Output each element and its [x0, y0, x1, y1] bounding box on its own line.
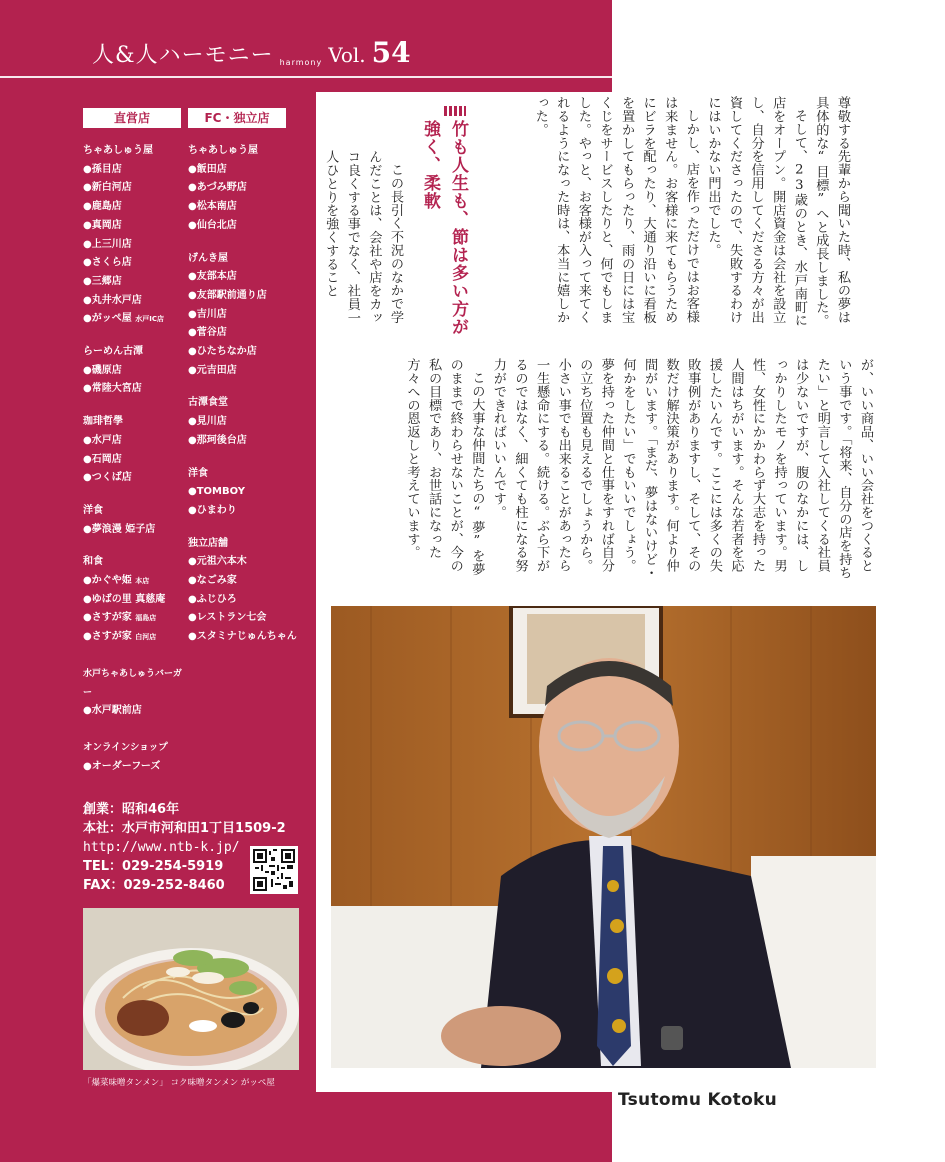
store-group-title: 珈琲哲學	[83, 416, 123, 428]
store-item: ●友部駅前通り店	[188, 289, 267, 301]
tanmen-photo	[83, 908, 299, 1070]
article-paragraph: この長引く不況のなかで学んだことは、会社や店をカッコ良くする事でなく、社員一人ひとりを強くすること	[323, 150, 403, 325]
store-item: ●孫目店	[83, 163, 122, 175]
store-item: ●さくら店	[83, 257, 132, 269]
store-group-title: オンラインショップ	[83, 741, 168, 753]
volume-number: 54	[371, 36, 411, 69]
store-note: 本店	[135, 577, 150, 586]
masthead-logo: 人&人ハーモニー	[92, 43, 274, 68]
store-group-title: 古潭食堂	[188, 397, 228, 409]
article-headline	[410, 106, 472, 336]
store-item: ●がッぺ屋 水戸IC店	[83, 313, 164, 325]
store-item: ●真岡店	[83, 219, 122, 231]
store-group	[83, 502, 183, 539]
store-item: ●常陸大宮店	[83, 383, 142, 395]
store-item: ●磯原店	[83, 364, 122, 376]
store-note: 白河店	[135, 633, 157, 642]
store-item: ●オーダーフーズ	[83, 760, 161, 772]
store-note: 福島店	[135, 614, 157, 623]
store-item: ●ふじひろ	[188, 593, 237, 605]
portrait-name: Tsutomu Kotoku	[618, 1090, 778, 1110]
article-paragraph: しかし、店を作っただけではお客様は来ません。お客様に来てもらうためにビラを配ったり、大通り沿いに看板を置かしてもらったり、雨の日には宝くじをサービスしたりと、何でもしました。やっと、お客様が入って来てくれるようになった時は、本当に嬉しかった。	[532, 96, 699, 324]
store-item: ●夢浪漫 姫子店	[83, 523, 156, 535]
store-group-title: 水戸ちゃあしゅうバーガー	[83, 668, 182, 698]
store-group	[83, 343, 183, 399]
volume-label: Vol.	[328, 43, 366, 67]
store-item: ●さすが家 福島店	[83, 612, 157, 624]
store-item: ●ひたちなか店	[188, 346, 257, 358]
food-caption: 「爆菜味噌タンメン」 コク味噌タンメン がッぺ屋	[83, 1078, 275, 1088]
store-group-title: らーめん古潭	[83, 346, 143, 358]
store-group	[83, 142, 183, 329]
store-group	[188, 394, 298, 450]
store-item: ●仙台北店	[188, 219, 237, 231]
store-group	[188, 142, 298, 236]
noodle-bowl-illustration	[83, 908, 299, 1070]
address-text: 本社：水戸市河和田1丁目1509-2	[83, 821, 286, 836]
qr-code-graphic	[253, 849, 295, 891]
store-item: ●菅谷店	[188, 327, 227, 339]
store-item: ●レストラン七会	[188, 612, 267, 624]
header-rule	[0, 76, 612, 78]
fc-store-header: FC・独立店	[188, 108, 286, 128]
store-item: ●飯田店	[188, 163, 227, 175]
store-item: ●三郷店	[83, 275, 122, 287]
store-item: ●友部本店	[188, 271, 237, 283]
article-middle	[320, 358, 876, 580]
direct-store-list	[83, 108, 183, 776]
store-item: ●上三川店	[83, 238, 132, 250]
website-link[interactable]: http://www.ntb-k.jp/	[83, 840, 240, 855]
store-group	[83, 413, 183, 488]
store-note: 水戸IC店	[135, 315, 164, 324]
article-paragraph: そして、23歳のとき、水戸南町に店をオープン。開店資金は会社を設立し、自分を信用してくださる方々が出資してくださったので、失敗するわけにはいかない門出でした。	[705, 96, 807, 328]
masthead-logo-sub: harmony	[279, 58, 323, 67]
store-group	[83, 739, 183, 776]
headline-text: 竹も人生も、節は多い方が強く、柔軟	[420, 120, 468, 336]
store-item: ●鹿島店	[83, 201, 122, 213]
direct-store-header: 直営店	[83, 108, 181, 128]
portrait-illustration	[331, 606, 876, 1068]
masthead	[92, 36, 411, 69]
portrait-photo	[331, 606, 876, 1068]
store-group-title: 洋食	[188, 467, 208, 479]
store-item: ●新白河店	[83, 182, 132, 194]
store-item: ●元祖六本木	[188, 556, 247, 568]
article-paragraph: この大事な仲間たちの“夢”を夢のままで終わらせないことが、今の私の目標であり、お世話になった方々への恩返しと考えています。	[404, 358, 485, 576]
article-paragraph: が、いい商品、いい会社をつくるという事です。「将来、自分の店を持ちたい」と明言して入社してくる社員は少ないですが、腹のなかには、しっかりしたモノを持っています。男性、女性にかかわらず大志を持った人間はちがいます。そんな若者を応援したいんです。ここには多くの失敗事例がありますし、そして、その数だけ解決策があります。何より仲間がいます。「まだ、夢はないけど・何かをしたい」でもいいでしょう。夢を持った仲間と仕事をすれば自分の立ち位置も見えるでしょうから。小さい事でも出来ることがあったら一生懸命にする。続ける。ぶら下がるのではなく、細くても柱になる努力ができればいいんです。	[490, 358, 873, 580]
store-group-title: 和食	[83, 556, 103, 568]
store-group-title: 独立店舗	[188, 537, 228, 549]
store-group	[188, 535, 298, 647]
store-item: ●水戸店	[83, 434, 122, 446]
store-group-title: げんき屋	[188, 252, 228, 264]
store-group	[83, 665, 183, 721]
fax-text: FAX：029-252-8460	[83, 878, 225, 893]
store-item: ●なごみ家	[188, 575, 237, 587]
founded-text: 創業：昭和46年	[83, 802, 180, 817]
store-group-title: 洋食	[83, 504, 103, 516]
store-item: ●水戸駅前店	[83, 705, 142, 717]
store-item: ●元吉田店	[188, 364, 237, 376]
store-item: ●那珂後台店	[188, 434, 247, 446]
store-item: ●かぐや姫 本店	[83, 575, 150, 587]
store-item: ●丸井水戸店	[83, 294, 142, 306]
article-top-left	[320, 150, 406, 330]
store-group	[83, 553, 183, 647]
article-top-right	[478, 96, 853, 336]
store-item: ●つくば店	[83, 472, 132, 484]
store-item: ●吉川店	[188, 308, 227, 320]
store-item: ●さすが家 白河店	[83, 631, 157, 643]
article-paragraph: 尊敬する先輩から聞いた時、私の夢は具体的な“目標”へと成長しました。	[813, 96, 850, 328]
headline-ornament	[444, 106, 466, 116]
store-item: ●スタミナじゅんちゃん	[188, 631, 297, 643]
store-item: ●あづみ野店	[188, 182, 247, 194]
store-item: ●ゆばの里 真慈庵	[83, 593, 166, 605]
store-group	[188, 250, 298, 381]
store-group-title: ちゃあしゅう屋	[188, 145, 258, 156]
store-item: ●石岡店	[83, 453, 122, 465]
store-item: ●ひまわり	[188, 504, 237, 516]
store-item: ●松本南店	[188, 201, 237, 213]
store-group	[188, 465, 298, 521]
store-group-title: ちゃあしゅう屋	[83, 145, 153, 156]
qr-code-icon[interactable]	[250, 846, 298, 894]
store-item: ●TOMBOY	[188, 486, 246, 498]
store-item: ●見川店	[188, 416, 227, 428]
fc-store-list	[188, 108, 298, 647]
tel-text: TEL：029-254-5919	[83, 859, 224, 874]
